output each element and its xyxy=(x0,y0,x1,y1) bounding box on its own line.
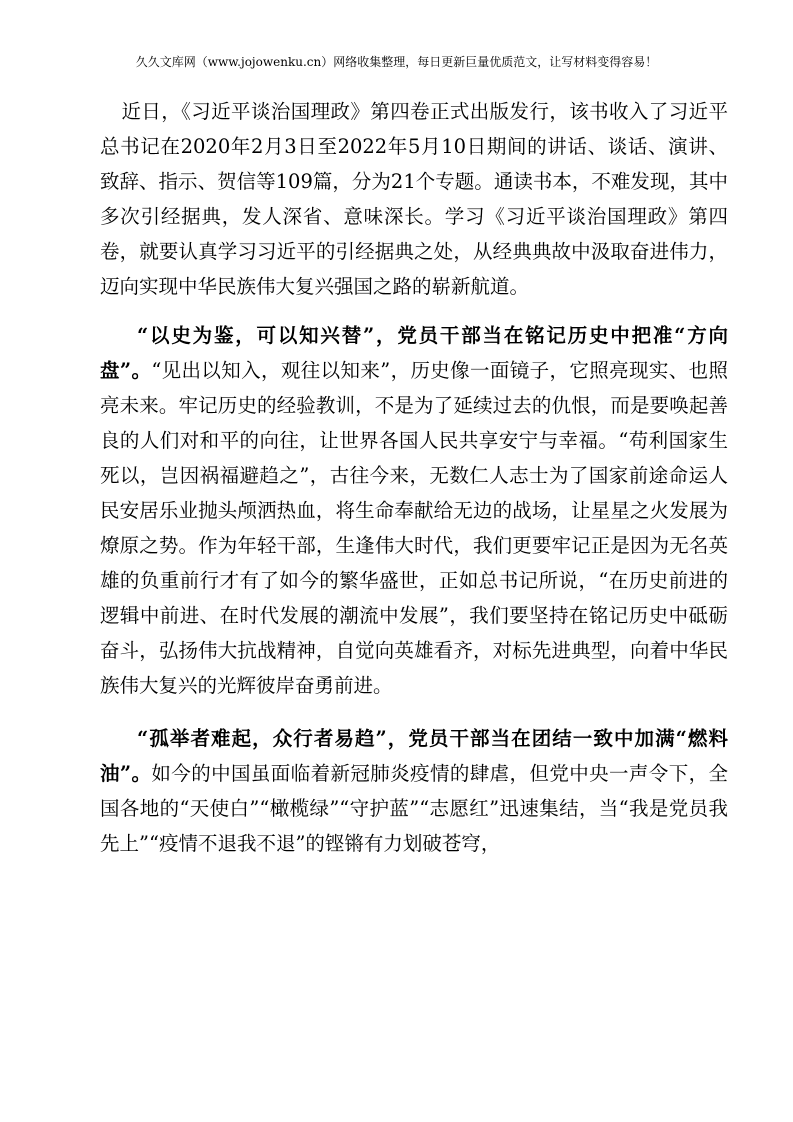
paragraph-unity xyxy=(100,721,728,861)
page-header: 久久文库网（www.jojowenku.cn）网络收集整理，每日更新巨量优质范文，让写材料变得容易！ xyxy=(135,55,658,69)
paragraph-history xyxy=(100,318,728,703)
paragraph-intro-text: 近日，《习近平谈治国理政》第四卷正式出版发行，该书收入了习近平总书记在2020年2月3日至2022年5月10日期间的讲话、谈话、演讲、致辞、指示、贺信等109篇，分为21个专题。通读书本，不难发现，其中多次引经据典，发人深省、意味深长。学习《习近平谈治国理政》第四卷，就要认真学习习近平的引经据典之处，从经典典故中汲取奋进伟力，迈向实现中华民族伟大复兴强国之路的崭新航道。 xyxy=(100,100,728,298)
paragraph-intro xyxy=(100,94,728,304)
paragraph-unity-heading: “孤举者难起，众行者易趋”，党员干部当在团结一致中加满“燃料油”。 xyxy=(100,727,728,785)
paragraph-history-heading: “以史为鉴，可以知兴替”，党员干部当在铭记历史中把准“方向盘”。 xyxy=(100,324,728,382)
paragraph-history-text: “见出以知入，观往以知来”，历史像一面镜子，它照亮现实、也照亮未来。牢记历史的经验教训，不是为了延续过去的仇恨，而是要唤起善良的人们对和平的向往，让世界各国人民共享安宁与幸福。“苟利国家生死以，岂因祸福避趋之”，古往今来，无数仁人志士为了国家前途命运人民安居乐业抛头颅洒热血，将生命奉献给无边的战场，让星星之火发展为燎原之势。作为年轻干部，生逢伟大时代，我们更要牢记正是因为无名英雄的负重前行才有了如今的繁华盛世，正如总书记所说，“在历史前进的逻辑中前进、在时代发展的潮流中发展”，我们要坚持在铭记历史中砥砺奋斗，弘扬伟大抗战精神，自觉向英雄看齐，对标先进典型，向着中华民族伟大复兴的光辉彼岸奋勇前进。 xyxy=(100,359,728,697)
paragraph-unity-text: 如今的中国虽面临着新冠肺炎疫情的肆虐，但党中央一声令下，全国各地的“天使白”“橄榄绿”“守护蓝”“志愿红”迅速集结，当“我是党员我先上”“疫情不退我不退”的铿锵有力划破苍穹， xyxy=(100,762,728,855)
document-body xyxy=(100,94,728,861)
